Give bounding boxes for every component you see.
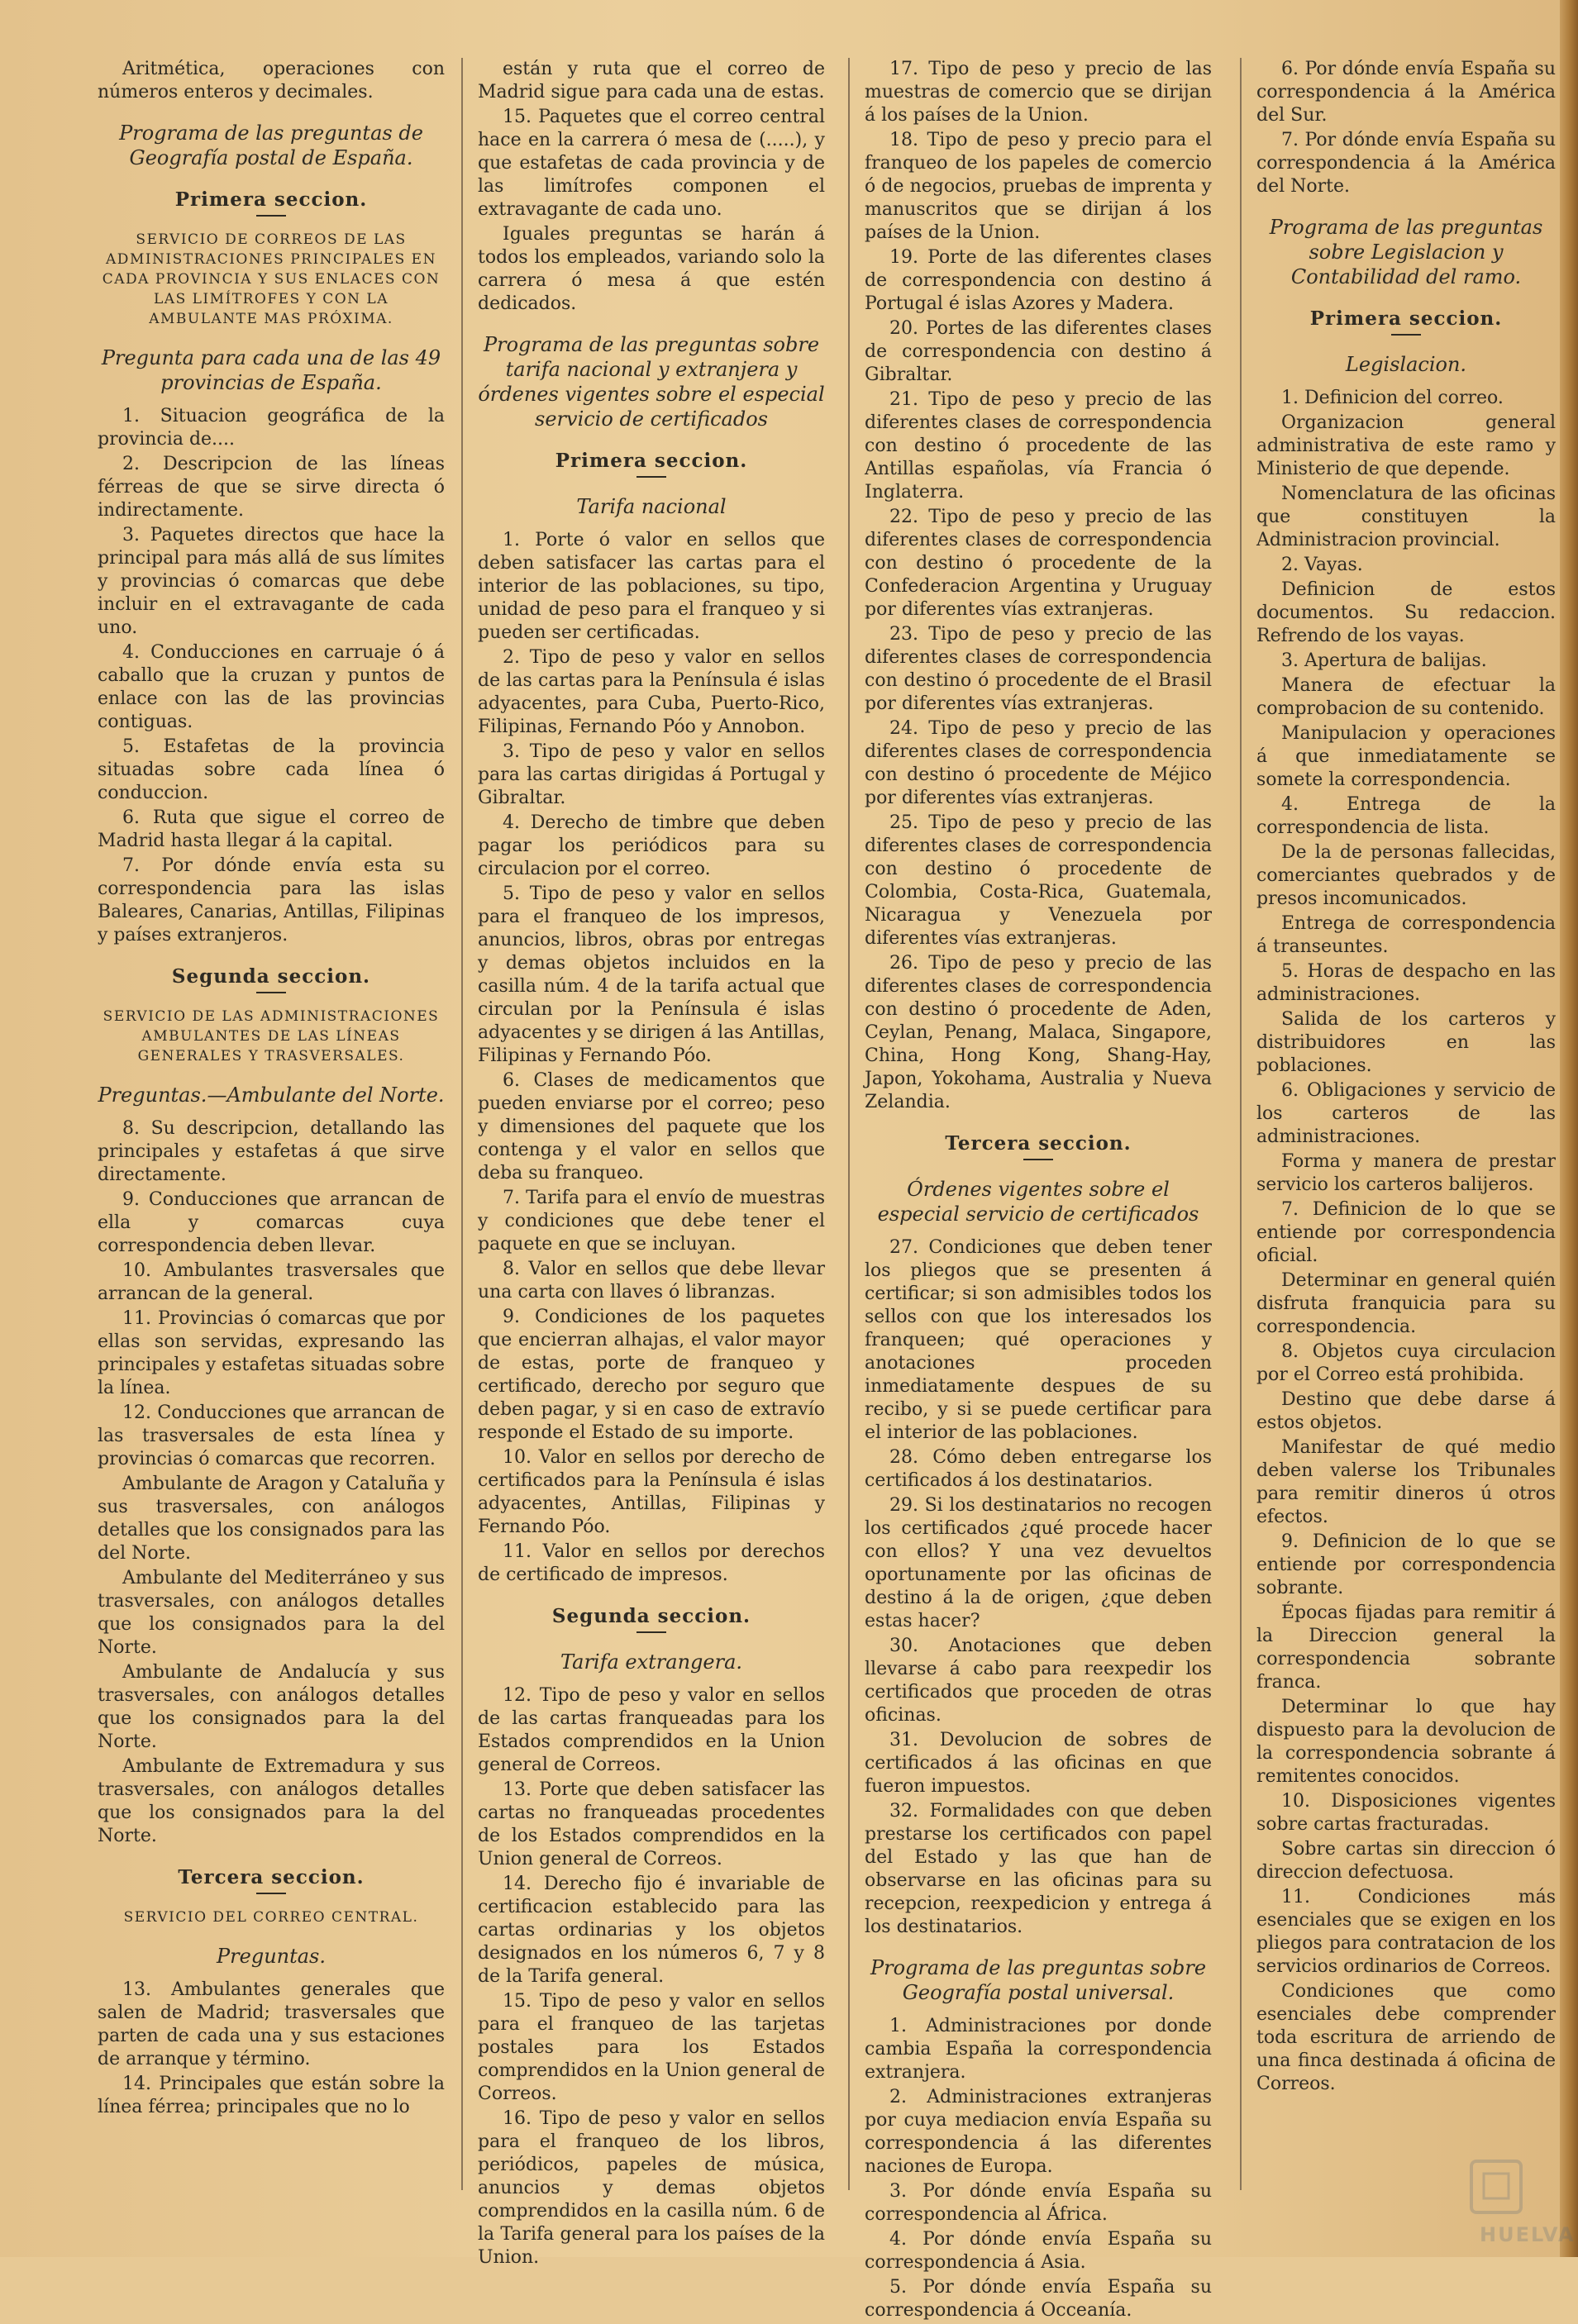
paragraph: 9. Condiciones de los paquetes que encierran alhajas, el valor mayor de estas, porte de franqueo y certificado, derecho por seguro que deben pagar, y si en caso de extravío responde el Estado de su importe. (478, 1307, 825, 1443)
paragraph: 30. Anotaciones que deben llevarse á cabo para reexpedir los certificados que proceden de otras oficinas. (865, 1636, 1212, 1726)
paragraph: 5. Horas de despacho en las administraciones. (1256, 961, 1556, 1005)
paragraph: 7. Por dónde envía esta su correspondencia para las islas Baleares, Canarias, Antillas, Filipinas y países extranjeros. (98, 855, 445, 945)
paragraph: 27. Condiciones que deben tener los pliegos que se presenten á certificar; si son admisibles todos los sellos con que los interesados los franqueen; qué operaciones y anotaciones proceden inmediatamente despues de su recibo, y si se puede certificar para el interior de las poblaciones. (865, 1237, 1212, 1443)
italic-heading: Programa de las preguntas sobre Geografía postal universal. (870, 1956, 1207, 2004)
paragraph: Ambulante de Aragon y Cataluña y sus trasversales, con análogos detalles que los consignados para las del Norte. (98, 1474, 445, 1564)
paragraph: 14. Derecho fijo é invariable de certificacion establecido para las cartas ordinarias y los objetos designados en los números 6, 7 y 8 de la Tarifa general. (478, 1874, 825, 1987)
column-3 (865, 58, 1212, 2324)
paragraph: 28. Cómo deben entregarse los certificados á los destinatarios. (865, 1447, 1212, 1491)
paragraph: 13. Porte que deben satisfacer las cartas no franqueadas procedentes de los Estados comprendidos en la Union general de Correos. (478, 1779, 825, 1869)
paragraph: 8. Objetos cuya circulacion por el Correo está prohibida. (1256, 1341, 1556, 1385)
paragraph: 2. Vayas. (1281, 555, 1363, 575)
section-heading: Primera seccion. (1309, 307, 1503, 330)
column-rule (461, 58, 463, 2190)
column-4 (1256, 58, 1556, 2098)
paragraph: Ambulante de Extremadura y sus trasversales, con análogos detalles que los consignados para la del Norte. (98, 1756, 445, 1846)
paragraph: 16. Tipo de peso y valor en sellos para el franqueo de los libros, periódicos, papeles de música, anuncios y demas objetos comprendidos en la casilla núm. 6 de la Tarifa general para los países de la Union. (478, 2108, 825, 2268)
paragraph: Manipulacion y operaciones á que inmediatamente se somete la correspondencia. (1256, 723, 1556, 790)
paragraph: Determinar lo que hay dispuesto para la devolucion de la correspondencia sobrante á remitentes conocidos. (1256, 1697, 1556, 1787)
paragraph: Condiciones que como esenciales debe comprender toda escritura de arriendo de una finca destinada á oficina de Correos. (1256, 1981, 1556, 2094)
column-1 (98, 58, 445, 2121)
italic-heading: Legislacion. (1345, 353, 1467, 376)
paragraph: Manera de efectuar la comprobacion de su contenido. (1256, 675, 1556, 719)
italic-heading: Tarifa extrangera. (560, 1650, 743, 1674)
paragraph: 1. Porte ó valor en sellos que deben satisfacer las cartas para el interior de las poblaciones, su tipo, unidad de peso para el franqueo y si pueden ser certificadas. (478, 530, 825, 643)
paragraph: Entrega de correspondencia á transeuntes. (1256, 913, 1556, 957)
paragraph: 10. Disposiciones vigentes sobre cartas fracturadas. (1256, 1791, 1556, 1835)
section-heading: Segunda seccion. (171, 965, 371, 988)
section-dash (636, 1631, 666, 1633)
paragraph: 5. Por dónde envía España su correspondencia á Occeanía. (865, 2277, 1212, 2321)
paragraph: Determinar en general quién disfruta franquicia para su correspondencia. (1256, 1270, 1556, 1337)
paragraph: 4. Por dónde envía España su correspondencia á Asia. (865, 2229, 1212, 2273)
paragraph: están y ruta que el correo de Madrid sigue para cada una de estas. (478, 59, 825, 102)
paragraph: 20. Portes de las diferentes clases de correspondencia con destino á Gibraltar. (865, 318, 1212, 385)
paragraph: 32. Formalidades con que deben prestarse los certificados con papel del Estado y las que han de observarse en las oficinas para su recepcion, reexpedicion y entrega á los destinatarios. (865, 1801, 1212, 1937)
paragraph: 12. Conducciones que arrancan de las trasversales de esta línea y provincias ó comarcas que recorren. (98, 1402, 445, 1469)
italic-heading: Preguntas.—Ambulante del Norte. (98, 1083, 445, 1107)
paragraph: Épocas fijadas para remitir á la Direccion general la correspondencia sobrante franca. (1256, 1603, 1556, 1693)
column-rule (1240, 58, 1242, 2190)
paragraph: 19. Porte de las diferentes clases de correspondencia con destino á Portugal é islas Azores y Madera. (865, 247, 1212, 314)
paragraph: Destino que debe darse á estos objetos. (1256, 1389, 1556, 1433)
paragraph: 29. Si los destinatarios no recogen los certificados ¿qué procede hacer con ellos? Y una vez devueltos oportunamente por las oficinas de destino á la de origen, ¿que deben estas hacer? (865, 1495, 1212, 1631)
paragraph: 4. Conducciones en carruaje ó á caballo que la cruzan y puntos de enlace con las de las provincias contiguas. (98, 642, 445, 732)
paragraph: Nomenclatura de las oficinas que constituyen la Administracion provincial. (1256, 483, 1556, 550)
paragraph: 11. Provincias ó comarcas que por ellas son servidas, expresando las principales y estafetas situadas sobre la línea. (98, 1308, 445, 1398)
paragraph: Ambulante del Mediterráneo y sus trasversales, con análogos detalles que los consignados para la del Norte. (98, 1568, 445, 1658)
section-heading: Primera seccion. (174, 188, 368, 211)
paragraph: 22. Tipo de peso y precio de las diferentes clases de correspondencia con destino ó procedente de la Confederacion Argentina y Uruguay por diferentes vías extranjeras. (865, 507, 1212, 620)
paragraph: 7. Tarifa para el envío de muestras y condiciones que debe tener el paquete en que se incluyan. (478, 1188, 825, 1255)
paragraph: Organizacion general administrativa de este ramo y Ministerio de que depende. (1256, 412, 1556, 479)
section-dash (256, 992, 286, 993)
paragraph: 3. Por dónde envía España su correspondencia al África. (865, 2181, 1212, 2225)
paper-edge (1560, 0, 1578, 2257)
paragraph: 15. Tipo de peso y valor en sellos para el franqueo de las tarjetas postales para los Estados comprendidos en la Union general de Correos. (478, 1991, 825, 2104)
paragraph: Sobre cartas sin direccion ó direccion defectuosa. (1256, 1839, 1556, 1883)
section-heading: Tercera seccion. (945, 1132, 1132, 1155)
section-heading: Primera seccion. (555, 450, 748, 472)
italic-heading: Tarifa nacional (576, 495, 727, 518)
paragraph: 1. Definicion del correo. (1281, 388, 1504, 408)
paragraph: 25. Tipo de peso y precio de las diferentes clases de correspondencia con destino ó procedente de Colombia, Costa-Rica, Guatemala, Nicaragua y Venezuela por diferentes vías extranjeras. (865, 812, 1212, 949)
italic-heading: Programa de las preguntas sobre tarifa nacional y extranjera y órdenes vigentes sobre el especial servicio de certificados (478, 333, 825, 431)
paragraph: 1. Administraciones por donde cambia España la correspondencia extranjera. (865, 2016, 1212, 2083)
paragraph: 2. Administraciones extranjeras por cuya mediacion envía España su correspondencia á las diferentes naciones de Europa. (865, 2087, 1212, 2177)
paragraph: 1. Situacion geográfica de la provincia de.... (98, 406, 445, 450)
paragraph: Ambulante de Andalucía y sus trasversales, con análogos detalles que los consignados para la del Norte. (98, 1662, 445, 1752)
paragraph: 21. Tipo de peso y precio de las diferentes clases de correspondencia con destino ó procedente de las Antillas españolas, vía Francia ó Inglaterra. (865, 389, 1212, 502)
paragraph: 4. Derecho de timbre que deben pagar los periódicos para su circulacion por el correo. (478, 812, 825, 879)
section-dash (256, 1893, 286, 1894)
paragraph: Iguales preguntas se harán á todos los empleados, variando solo la carrera ó mesa á que estén dedicados. (478, 224, 825, 314)
paragraph: 10. Ambulantes trasversales que arrancan de la general. (98, 1260, 445, 1304)
paragraph: 9. Conducciones que arrancan de ella y comarcas cuya correspondencia deben llevar. (98, 1189, 445, 1256)
paragraph: 9. Definicion de lo que se entiende por correspondencia sobrante. (1256, 1531, 1556, 1598)
paragraph: 15. Paquetes que el correo central hace en la carrera ó mesa de (.....), y que estafetas de cada provincia y de las limítrofes componen el extravagante de cada uno. (478, 107, 825, 220)
paragraph: 6. Ruta que sigue el correo de Madrid hasta llegar á la capital. (98, 807, 445, 851)
paragraph: 2. Tipo de peso y valor en sellos de las cartas para la Península é islas adyacentes, para Cuba, Puerto-Rico, Filipinas, Fernando Póo y Annobon. (478, 647, 825, 737)
paragraph: 23. Tipo de peso y precio de las diferentes clases de correspondencia con destino ó procedente de el Brasil por diferentes vías extranjeras. (865, 624, 1212, 714)
section-dash (256, 215, 286, 217)
paragraph: 31. Devolucion de sobres de certificados á las oficinas en que fueron impuestos. (865, 1730, 1212, 1797)
paragraph: 24. Tipo de peso y precio de las diferentes clases de correspondencia con destino ó procedente de Méjico por diferentes vías extranjeras. (865, 718, 1212, 808)
italic-heading: Órdenes vigentes sobre el especial servicio de certificados (877, 1178, 1199, 1226)
paragraph: 7. Por dónde envía España su correspondencia á la América del Norte. (1256, 130, 1556, 197)
seal-text: HUELVA (1480, 2223, 1576, 2246)
paragraph: 18. Tipo de peso y precio para el franqueo de los papeles de comercio ó de negocios, pruebas de imprenta y manuscritos que se dirijan á los países de la Union. (865, 130, 1212, 243)
paragraph: 7. Definicion de lo que se entiende por correspondencia oficial. (1256, 1199, 1556, 1266)
archive-seal-icon (1447, 2157, 1576, 2248)
paragraph: De la de personas fallecidas, comerciantes quebrados y de presos incomunicados. (1256, 842, 1556, 909)
paragraph: 10. Valor en sellos por derecho de certificados para la Península é islas adyacentes, Antillas, Filipinas y Fernando Póo. (478, 1447, 825, 1537)
paragraph: 14. Principales que están sobre la línea férrea; principales que no lo (98, 2074, 445, 2117)
paragraph: 17. Tipo de peso y precio de las muestras de comercio que se dirijan á los países de la Union. (865, 59, 1212, 126)
paragraph: 26. Tipo de peso y precio de las diferentes clases de correspondencia con destino ó procedente de Aden, Ceylan, Penang, Malaca, Singapore, China, Hong Kong, Shang-Hay, Japon, Yokohama, Australia y Nueva Zelandia. (865, 953, 1212, 1112)
paragraph: 6. Por dónde envía España su correspondencia á la América del Sur. (1256, 59, 1556, 126)
column-rule (848, 58, 850, 2190)
paragraph: Aritmética, operaciones con números enteros y decimales. (98, 59, 445, 102)
section-dash (1391, 334, 1421, 336)
paragraph: 3. Apertura de balijas. (1281, 650, 1487, 671)
paragraph: 4. Entrega de la correspondencia de lista. (1256, 794, 1556, 838)
italic-heading: Pregunta para cada una de las 49 provincias de España. (101, 346, 441, 394)
section-dash (1023, 1159, 1053, 1160)
paragraph: 11. Valor en sellos por derechos de certificado de impresos. (478, 1541, 825, 1585)
section-heading: Tercera seccion. (178, 1866, 365, 1888)
section-dash (636, 476, 666, 478)
paragraph: Definicion de estos documentos. Su redaccion. Refrendo de los vayas. (1256, 579, 1556, 646)
paragraph: 8. Valor en sellos que debe llevar una carta con llaves ó libranzas. (478, 1259, 825, 1302)
paragraph: 12. Tipo de peso y valor en sellos de las cartas franqueadas para los Estados comprendidos en la Union general de Correos. (478, 1685, 825, 1775)
paragraph: 11. Condiciones más esenciales que se exigen en los pliegos para contratacion de los servicios ordinarios de Correos. (1256, 1887, 1556, 1977)
italic-heading: Preguntas. (217, 1945, 326, 1968)
paragraph: 8. Su descripcion, detallando las principales y estafetas á que sirve directamente. (98, 1118, 445, 1185)
section-heading: Segunda seccion. (551, 1605, 751, 1627)
paragraph: 3. Tipo de peso y valor en sellos para las cartas dirigidas á Portugal y Gibraltar. (478, 741, 825, 808)
italic-heading: Programa de las preguntas sobre Legislacion y Contabilidad del ramo. (1269, 216, 1543, 288)
column-2 (478, 58, 825, 2271)
paragraph: Manifestar de qué medio deben valerse los Tribunales para remitir dineros ú otros efectos. (1256, 1437, 1556, 1527)
paragraph: 5. Estafetas de la provincia situadas sobre cada línea ó conduccion. (98, 736, 445, 803)
paragraph: 3. Paquetes directos que hace la principal para más allá de sus límites y provincias ó comarcas que debe incluir en el extravagante de cada uno. (98, 525, 445, 638)
paragraph: 2. Descripcion de las líneas férreas de que se sirve directa ó indirectamente. (98, 454, 445, 521)
subtitle-caps: SERVICIO DE CORREOS DE LAS ADMINISTRACIONES PRINCIPALES EN CADA PROVINCIA Y SUS ENLACES CON LAS LIMÍTROFES Y CON LA AMBULANTE MAS PRÓXIMA. (102, 231, 441, 327)
subtitle-caps: SERVICIO DE LAS ADMINISTRACIONES AMBULANTES DE LAS LÍNEAS GENERALES Y TRASVERSALES. (102, 1008, 440, 1064)
paragraph: 13. Ambulantes generales que salen de Madrid; trasversales que parten de cada una y sus estaciones de arranque y término. (98, 1979, 445, 2069)
paragraph: Forma y manera de prestar servicio los carteros balijeros. (1256, 1151, 1556, 1195)
italic-heading: Programa de las preguntas de Geografía postal de España. (119, 121, 423, 169)
paragraph: 5. Tipo de peso y valor en sellos para el franqueo de los impresos, anuncios, libros, obras por entregas y demas objetos incluidos en la casilla núm. 4 de la tarifa actual que circulan por la Península é islas adyacentes y se dirigen á las Antillas, Filipinas y Fernando Póo. (478, 883, 826, 1066)
paragraph: 6. Obligaciones y servicio de los carteros de las administraciones. (1256, 1080, 1556, 1147)
paragraph: 6. Clases de medicamentos que pueden enviarse por el correo; peso y dimensiones del paquete que los contenga y el valor en sellos que deba su franqueo. (478, 1070, 825, 1183)
paragraph: Salida de los carteros y distribuidores en las poblaciones. (1256, 1009, 1556, 1076)
subtitle-caps: SERVICIO DEL CORREO CENTRAL. (123, 1909, 419, 1926)
